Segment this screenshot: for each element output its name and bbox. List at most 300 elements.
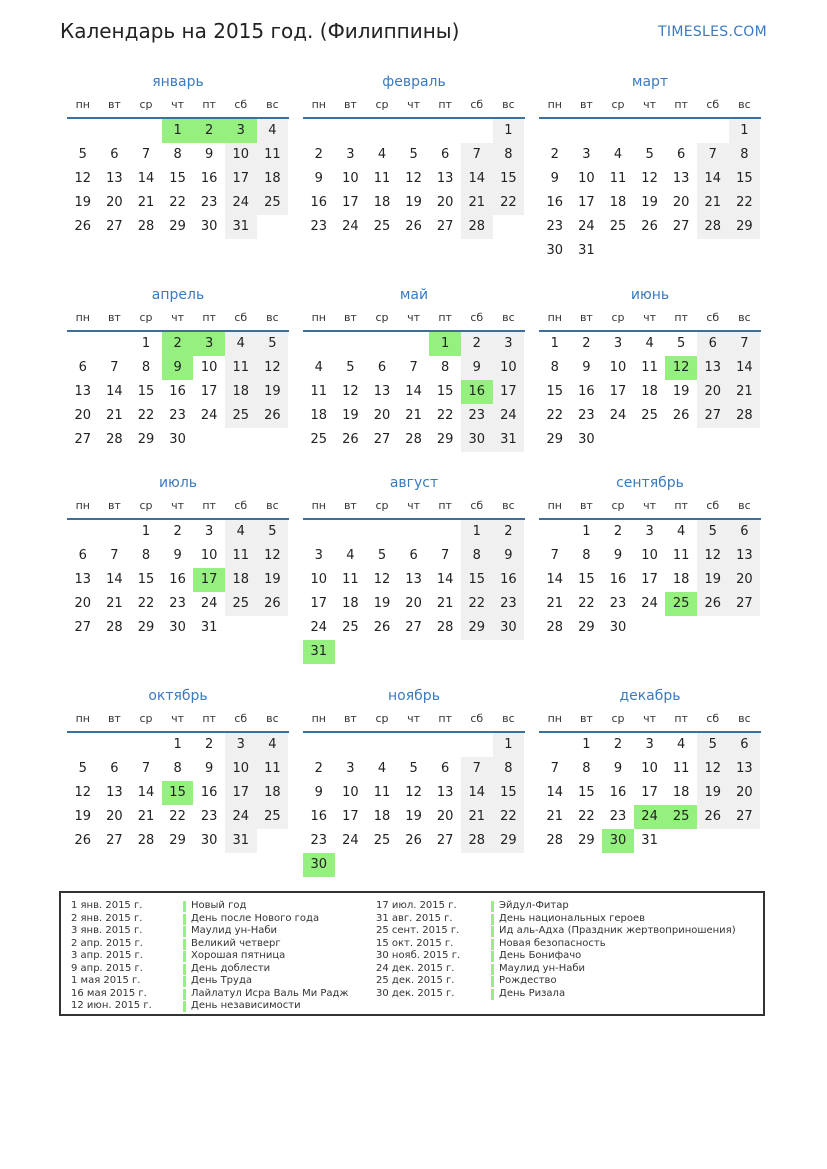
weekday-label: ср <box>375 712 389 725</box>
day-cell: 12 <box>405 171 422 186</box>
weekday-label: ср <box>611 98 625 111</box>
day-cell: 20 <box>74 596 92 611</box>
day-cell: 23 <box>200 809 218 824</box>
day-cell: 23 <box>169 596 186 611</box>
day-cell: 8 <box>493 757 525 781</box>
day-cell: 18 <box>672 572 690 587</box>
day-cell: 9 <box>613 548 623 563</box>
weekday-label: ср <box>375 98 389 111</box>
day-cell: 6 <box>110 147 119 162</box>
weekday-label: вс <box>738 712 751 725</box>
empty-cell <box>303 733 335 757</box>
weekday-label: пт <box>674 98 688 111</box>
month-name: июнь <box>630 287 670 303</box>
weekday-header <box>67 707 289 733</box>
day-cell: 22 <box>461 592 493 616</box>
day-cell: 21 <box>546 809 564 824</box>
weekday-label: вт <box>579 499 593 512</box>
day-cell: 24 <box>225 805 257 829</box>
day-cell: 28 <box>137 833 155 848</box>
weekday-label: ср <box>139 311 153 324</box>
day-cell: 29 <box>546 432 564 447</box>
legend-holiday-name: День независимости <box>191 1000 301 1011</box>
day-cell: 2 <box>582 336 591 351</box>
day-cell: 28 <box>697 215 729 239</box>
day-cell: 24 <box>578 219 595 234</box>
weekday-label: пн <box>75 499 90 512</box>
day-cell: 17 <box>200 384 218 399</box>
day-cell: 21 <box>106 596 123 611</box>
day-cell: 22 <box>137 596 155 611</box>
empty-cell <box>461 119 493 143</box>
day-cell: 8 <box>141 360 151 375</box>
day-cell: 23 <box>310 833 328 848</box>
day-cell: 5 <box>377 548 387 563</box>
weekday-label: пт <box>438 98 452 111</box>
day-cell: 21 <box>106 408 123 423</box>
day-cell: 31 <box>493 428 525 452</box>
day-cell: 4 <box>346 548 355 563</box>
day-cell: 2 <box>550 147 559 162</box>
month-name: март <box>631 74 669 90</box>
holiday-legend <box>59 891 765 1016</box>
month-name: апрель <box>151 287 205 303</box>
day-cell: 14 <box>697 167 729 191</box>
empty-cell <box>335 332 367 356</box>
day-cell: 20 <box>436 195 454 210</box>
day-cell: 17 <box>493 380 525 404</box>
day-cell: 5 <box>697 520 729 544</box>
day-cell: 3 <box>645 737 654 752</box>
day-cell: 20 <box>373 408 391 423</box>
month-10 <box>67 685 289 853</box>
day-cell: 5 <box>645 147 654 162</box>
day-cell: 18 <box>257 781 289 805</box>
days-grid <box>67 332 289 452</box>
weekday-label: пт <box>674 499 688 512</box>
legend-holiday-name: Маулид ун-Наби <box>191 925 278 936</box>
day-cell: 28 <box>729 404 761 428</box>
day-cell: 7 <box>141 761 151 776</box>
day-cell: 20 <box>405 596 422 611</box>
day-cell: 18 <box>310 408 328 423</box>
day-cell: 29 <box>137 432 155 447</box>
empty-cell <box>366 733 398 757</box>
legend-date: 24 дек. 2015 г. <box>376 962 455 974</box>
weekday-header <box>539 707 761 733</box>
empty-cell <box>67 733 99 757</box>
weekday-label: ср <box>139 712 153 725</box>
legend-date: 1 мая 2015 г. <box>71 975 141 986</box>
weekday-header <box>539 494 761 520</box>
day-cell: 4 <box>677 524 686 539</box>
month-name: ноябрь <box>388 688 440 704</box>
day-cell: 26 <box>405 219 422 234</box>
legend-marker <box>491 951 494 962</box>
day-cell: 4 <box>377 761 387 776</box>
day-cell: 11 <box>342 572 359 587</box>
day-cell: 20 <box>436 809 454 824</box>
day-cell: 31 <box>641 833 658 848</box>
weekday-label: пт <box>202 311 216 324</box>
legend-marker <box>491 964 494 975</box>
day-cell: 26 <box>74 833 92 848</box>
day-cell: 15 <box>493 781 525 805</box>
day-cell: 12 <box>257 544 289 568</box>
empty-cell <box>539 119 571 143</box>
month-5 <box>303 284 525 452</box>
month-name: сентябрь <box>616 475 684 491</box>
days-grid <box>303 119 525 239</box>
day-cell: 22 <box>578 809 595 824</box>
day-cell: 27 <box>672 219 690 234</box>
day-cell: 24 <box>200 408 218 423</box>
legend-holiday-name: День после Нового года <box>191 912 320 924</box>
weekday-header <box>67 306 289 332</box>
day-cell: 9 <box>205 147 214 162</box>
day-cell: 13 <box>729 757 761 781</box>
day-cell: 21 <box>137 195 155 210</box>
day-cell: 7 <box>441 548 450 563</box>
day-cell: 14 <box>405 384 422 399</box>
day-cell: 2 <box>493 520 525 544</box>
day-cell: 5 <box>78 147 87 162</box>
day-cell: 28 <box>137 219 155 234</box>
legend-holiday-name: Великий четверг <box>191 937 281 949</box>
weekday-label: вт <box>107 311 121 324</box>
legend-date: 25 сент. 2015 г. <box>376 925 460 936</box>
day-cell: 18 <box>257 167 289 191</box>
weekday-label: пн <box>75 311 90 324</box>
day-cell: 19 <box>697 781 729 805</box>
day-cell: 12 <box>641 171 658 186</box>
day-cell: 11 <box>257 757 289 781</box>
day-cell: 7 <box>110 548 119 563</box>
day-cell: 3 <box>613 336 623 351</box>
weekday-label: пн <box>547 98 562 111</box>
day-cell: 11 <box>609 171 627 186</box>
day-cell: 10 <box>342 171 359 186</box>
empty-cell <box>99 520 131 544</box>
day-cell: 13 <box>74 384 92 399</box>
weekday-label: сб <box>470 499 484 512</box>
day-cell: 29 <box>137 620 155 635</box>
day-cell: 12 <box>697 757 729 781</box>
day-cell: 22 <box>578 596 595 611</box>
day-cell: 15 <box>546 384 564 399</box>
month-9 <box>539 472 761 640</box>
holiday-day-cell: 12 <box>665 356 697 380</box>
day-cell: 3 <box>225 733 257 757</box>
day-cell: 27 <box>74 620 92 635</box>
month-11 <box>303 685 525 877</box>
day-cell: 23 <box>609 809 627 824</box>
weekday-label: чт <box>171 712 185 725</box>
empty-cell <box>539 733 571 757</box>
day-cell: 16 <box>310 195 328 210</box>
weekday-label: вт <box>107 712 121 725</box>
day-cell: 6 <box>409 548 418 563</box>
day-cell: 13 <box>405 572 422 587</box>
day-cell: 29 <box>169 219 186 234</box>
weekday-header <box>303 707 525 733</box>
weekday-label: пт <box>674 712 688 725</box>
day-cell: 10 <box>342 785 359 800</box>
weekday-label: вт <box>107 98 121 111</box>
day-cell: 1 <box>582 737 591 752</box>
day-cell: 20 <box>672 195 690 210</box>
legend-row <box>61 925 763 938</box>
weekday-label: ср <box>139 98 153 111</box>
day-cell: 28 <box>106 620 123 635</box>
day-cell: 2 <box>173 524 182 539</box>
weekday-label: сб <box>706 499 720 512</box>
holiday-day-cell: 17 <box>193 568 225 592</box>
day-cell: 8 <box>441 360 450 375</box>
day-cell: 26 <box>672 408 690 423</box>
legend-date: 3 апр. 2015 г. <box>71 950 143 961</box>
weekday-label: пт <box>438 311 452 324</box>
day-cell: 15 <box>137 384 155 399</box>
day-cell: 20 <box>106 195 123 210</box>
day-cell: 12 <box>405 785 422 800</box>
empty-cell <box>398 332 430 356</box>
weekday-label: пт <box>438 499 452 512</box>
day-cell: 7 <box>550 761 559 776</box>
month-name: октябрь <box>148 688 208 704</box>
weekday-label: вс <box>266 712 279 725</box>
day-cell: 6 <box>110 761 119 776</box>
day-cell: 18 <box>641 384 658 399</box>
day-cell: 11 <box>257 143 289 167</box>
day-cell: 22 <box>493 191 525 215</box>
legend-row <box>61 938 763 951</box>
day-cell: 23 <box>609 596 627 611</box>
day-cell: 14 <box>461 781 493 805</box>
day-cell: 1 <box>461 520 493 544</box>
weekday-header <box>67 494 289 520</box>
day-cell: 15 <box>137 572 155 587</box>
day-cell: 26 <box>405 833 422 848</box>
days-grid <box>303 332 525 452</box>
day-cell: 30 <box>493 616 525 640</box>
day-cell: 11 <box>672 761 690 776</box>
day-cell: 4 <box>257 119 289 143</box>
month-1 <box>67 71 289 239</box>
day-cell: 25 <box>609 219 627 234</box>
weekday-label: пн <box>547 712 562 725</box>
weekday-label: чт <box>407 311 421 324</box>
weekday-label: чт <box>171 98 185 111</box>
empty-cell <box>429 733 461 757</box>
month-12 <box>539 685 761 853</box>
day-cell: 23 <box>200 195 218 210</box>
day-cell: 5 <box>677 336 686 351</box>
legend-marker <box>183 1001 186 1012</box>
day-cell: 28 <box>106 432 123 447</box>
weekday-label: пт <box>438 712 452 725</box>
day-cell: 4 <box>613 147 623 162</box>
day-cell: 25 <box>641 408 658 423</box>
weekday-label: пт <box>674 311 688 324</box>
empty-cell <box>398 119 430 143</box>
day-cell: 5 <box>257 332 289 356</box>
day-cell: 14 <box>106 384 123 399</box>
empty-cell <box>67 520 99 544</box>
day-cell: 31 <box>225 829 257 853</box>
day-cell: 19 <box>74 195 92 210</box>
day-cell: 10 <box>609 360 627 375</box>
day-cell: 18 <box>373 195 391 210</box>
legend-holiday-name: Новый год <box>191 900 247 911</box>
empty-cell <box>697 119 729 143</box>
day-cell: 17 <box>578 195 595 210</box>
day-cell: 2 <box>205 737 214 752</box>
weekday-label: вт <box>579 712 593 725</box>
day-cell: 19 <box>342 408 359 423</box>
weekday-label: пн <box>311 311 326 324</box>
holiday-day-cell: 16 <box>461 380 493 404</box>
empty-cell <box>398 520 430 544</box>
day-cell: 11 <box>672 548 690 563</box>
day-cell: 17 <box>609 384 627 399</box>
day-cell: 23 <box>546 219 564 234</box>
day-cell: 26 <box>257 592 289 616</box>
day-cell: 10 <box>641 548 658 563</box>
month-name: май <box>399 287 429 303</box>
day-cell: 15 <box>729 167 761 191</box>
weekday-label: вс <box>266 311 279 324</box>
weekday-header <box>67 93 289 119</box>
day-cell: 9 <box>582 360 591 375</box>
day-cell: 11 <box>225 356 257 380</box>
day-cell: 16 <box>169 384 186 399</box>
day-cell: 13 <box>672 171 690 186</box>
day-cell: 16 <box>169 572 186 587</box>
day-cell: 25 <box>225 592 257 616</box>
day-cell: 19 <box>405 195 422 210</box>
empty-cell <box>303 332 335 356</box>
weekday-label: пн <box>547 311 562 324</box>
day-cell: 25 <box>342 620 359 635</box>
day-cell: 16 <box>200 785 218 800</box>
day-cell: 12 <box>74 785 92 800</box>
weekday-label: чт <box>171 499 185 512</box>
empty-cell <box>398 733 430 757</box>
day-cell: 16 <box>578 384 595 399</box>
days-grid <box>67 119 289 239</box>
day-cell: 22 <box>137 408 155 423</box>
day-cell: 6 <box>677 147 686 162</box>
day-cell: 3 <box>493 332 525 356</box>
day-cell: 17 <box>225 781 257 805</box>
day-cell: 27 <box>405 620 422 635</box>
day-cell: 5 <box>257 520 289 544</box>
day-cell: 22 <box>493 805 525 829</box>
weekday-label: сб <box>706 98 720 111</box>
month-name: январь <box>152 74 204 90</box>
day-cell: 13 <box>697 356 729 380</box>
day-cell: 26 <box>257 404 289 428</box>
day-cell: 7 <box>409 360 418 375</box>
holiday-day-cell: 2 <box>162 332 194 356</box>
empty-cell <box>366 520 398 544</box>
days-grid <box>539 733 761 853</box>
legend-date: 17 июл. 2015 г. <box>376 900 457 911</box>
day-cell: 1 <box>729 119 761 143</box>
weekday-label: ср <box>375 311 389 324</box>
day-cell: 1 <box>141 336 151 351</box>
day-cell: 1 <box>141 524 151 539</box>
day-cell: 18 <box>609 195 627 210</box>
day-cell: 30 <box>609 620 627 635</box>
day-cell: 5 <box>78 761 87 776</box>
day-cell: 13 <box>106 171 123 186</box>
day-cell: 19 <box>373 596 391 611</box>
days-grid <box>539 520 761 640</box>
weekday-label: пн <box>547 499 562 512</box>
day-cell: 5 <box>346 360 355 375</box>
weekday-header <box>539 93 761 119</box>
legend-holiday-name: Маулид ун-Наби <box>499 962 586 974</box>
day-cell: 23 <box>310 219 328 234</box>
day-cell: 7 <box>461 143 493 167</box>
legend-date: 1 янв. 2015 г. <box>71 900 143 911</box>
day-cell: 14 <box>137 785 155 800</box>
weekday-label: чт <box>643 499 657 512</box>
day-cell: 29 <box>578 620 595 635</box>
weekday-label: чт <box>407 712 421 725</box>
month-name: декабрь <box>619 688 681 704</box>
day-cell: 15 <box>578 572 595 587</box>
day-cell: 22 <box>169 195 186 210</box>
month-name: август <box>389 475 439 491</box>
brand-link[interactable]: TIMESLES.COM <box>658 24 767 40</box>
weekday-label: чт <box>407 499 421 512</box>
day-cell: 10 <box>578 171 595 186</box>
day-cell: 20 <box>106 809 123 824</box>
day-cell: 12 <box>342 384 359 399</box>
day-cell: 11 <box>373 171 391 186</box>
day-cell: 9 <box>173 548 182 563</box>
day-cell: 8 <box>461 544 493 568</box>
day-cell: 7 <box>550 548 559 563</box>
day-cell: 5 <box>409 147 418 162</box>
day-cell: 29 <box>578 833 595 848</box>
holiday-day-cell: 30 <box>303 853 335 877</box>
weekday-label: вс <box>502 712 515 725</box>
day-cell: 22 <box>436 408 454 423</box>
legend-date: 30 дек. 2015 г. <box>376 987 455 999</box>
empty-cell <box>67 332 99 356</box>
day-cell: 26 <box>697 592 729 616</box>
empty-cell <box>539 520 571 544</box>
legend-holiday-name: День доблести <box>191 962 271 974</box>
legend-marker <box>491 901 494 912</box>
day-cell: 14 <box>546 785 564 800</box>
day-cell: 8 <box>141 548 151 563</box>
month-7 <box>67 472 289 640</box>
holiday-day-cell: 24 <box>634 805 666 829</box>
day-cell: 9 <box>493 544 525 568</box>
holiday-day-cell: 25 <box>665 805 697 829</box>
day-cell: 16 <box>546 195 564 210</box>
day-cell: 25 <box>310 432 328 447</box>
empty-cell <box>366 332 398 356</box>
day-cell: 22 <box>546 408 564 423</box>
legend-date: 12 июн. 2015 г. <box>71 1000 152 1011</box>
day-cell: 19 <box>257 380 289 404</box>
